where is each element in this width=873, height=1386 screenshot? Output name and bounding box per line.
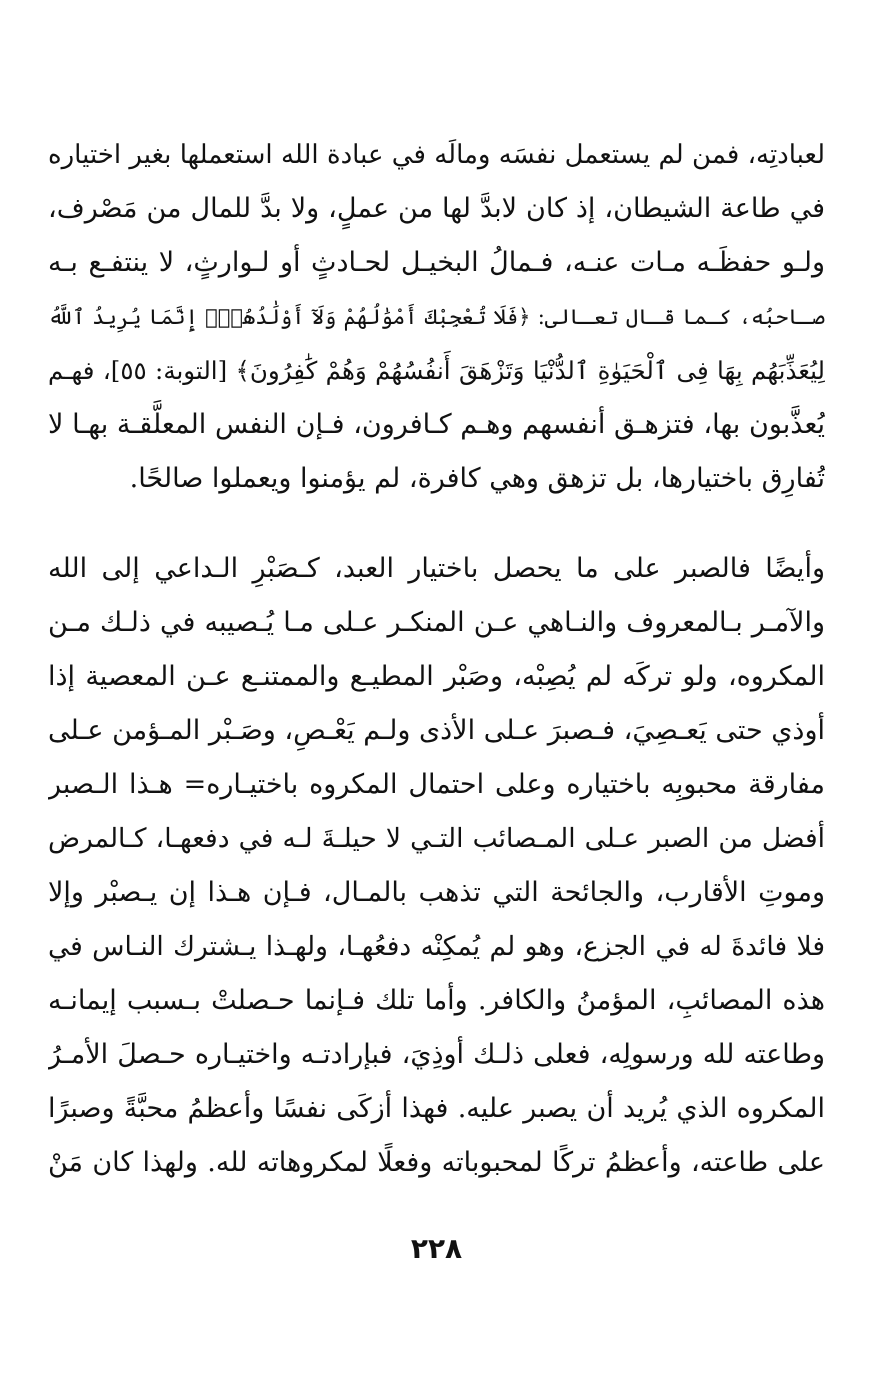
text-line: أوذي حتى يَعـصِيَ، فـصبرَ عـلى الأذى ولـم يَعْـصِ، وصَـبْر المـؤمن عـلى [48,715,825,746]
text-line: وموتِ الأقارب، والجائحة التي تذهب بالمـال، فـإن هـذا إن يـصبْر وإلا [48,877,825,908]
text-line: صـاحبُه، كـما قـال تعـالى: ﴿فَلَا تُعْجِبْكَ أَمْوَٰلُهُمْ وَلَآ أَوْلَٰدُهُمْۚ إِنَّمَا يُرِيدُ ٱللَّهُ [48,305,825,329]
text-line: تُفارِق باختيارها، بل تزهق وهي كافرة، لم يؤمنوا ويعملوا صالحًا. [129,463,825,494]
text-line: وطاعته لله ورسولِه، فعلى ذلـك أوذِيَ، فبإرادتـه واختيـاره حـصلَ الأمـرُ [48,1039,825,1070]
text-line: يُعذَّبون بها، فتزهـق أنفسهم وهـم كـافرون، فـإن النفس المعلَّقـة بهـا لا [48,409,825,440]
text-line: في طاعة الشيطان، إذ كان لابدَّ لها من عملٍ، ولا بدَّ للمال من مَصْرف، [48,193,825,224]
page-number: ٢٢٨ [410,1232,463,1265]
quran-verse-line: لِيُعَذِّبَهُم بِهَا فِى ٱلْحَيَوٰةِ ٱلدُّنْيَا وَتَزْهَقَ أَنفُسُهُمْ وَهُمْ كَٰفِرُونَ﴾ [التوبة: ٥٥]، فهـم [48,356,825,385]
text-line: هذه المصائبِ، المؤمنُ والكافر. وأما تلك فـإنما حـصلتْ بـسبب إيمانـه [48,985,825,1016]
text-line: مفارقة محبوبِه باختياره وعلى احتمال المكروه باختيـاره= هـذا الـصبر [48,769,825,800]
text-line: ولـو حفظَـه مـات عنـه، فـمالُ البخيـل لحـادثٍ أو لـوارثٍ، لا ينتفـع بـه [48,247,825,278]
text-line: المكروه الذي يُريد أن يصبر عليه. فهذا أزكَى نفسًا وأعظمُ محبَّةً وصبرًا [48,1093,825,1124]
text-line: المكروه، ولو تركَه لم يُصِبْه، وصَبْر المطيـع والممتنـع عـن المعصية إذا [48,661,825,692]
text-line: لعبادتِه، فمن لم يستعمل نفسَه ومالَه في عبادة الله استعملها بغير اختياره [48,140,825,170]
text-line: على طاعته، وأعظمُ تركًا لمحبوباته وفعلًا لمكروهاته لله. ولهذا كان مَنْ [48,1147,825,1178]
paragraph-1 [48,128,825,506]
text-line: أفضل من الصبر عـلى المـصائب التـي لا حيلـةَ لـه في دفعهـا، كـالمرض [48,823,825,854]
text-line: فلا فائدةَ له في الجزع، وهو لم يُمكِنْه دفعُهـا، ولهـذا يـشترك النـاس في [48,931,825,962]
text-line: وأيضًا فالصبر على ما يحصل باختيار العبد، كـصَبْرِ الـداعي إلى الله [48,553,825,584]
paragraph-2 [48,542,825,1190]
text-line: والآمـر بـالمعروف والنـاهي عـن المنكـر عـلى مـا يُـصيبه في ذلـك مـن [48,607,825,638]
